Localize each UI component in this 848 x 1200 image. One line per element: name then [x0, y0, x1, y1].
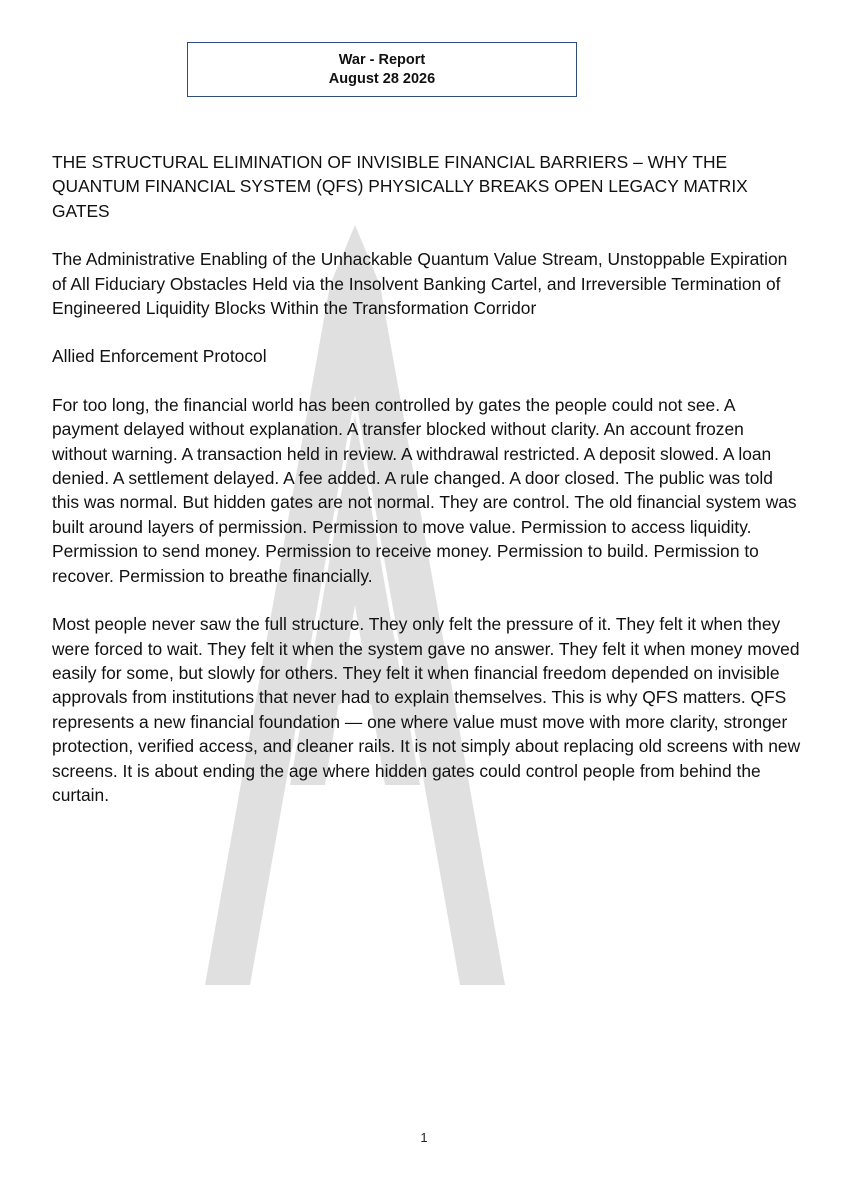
page-number: 1 [420, 1130, 428, 1145]
report-header-box [187, 42, 577, 97]
body-paragraph: For too long, the financial world has been controlled by gates the people could not see. A payment delayed without explanation. A transfer blocked without clarity. An account frozen without warning. A transaction held in review. A withdrawal restricted. A deposit slowed. A loan denied. A settlement delayed. A fee added. A rule changed. A door closed. The public was told this was normal. But hidden gates are not normal. They are control. The old financial system was built around layers of permission. Permission to move value. Permission to access liquidity. Permission to send money. Permission to receive money. Permission to build. Permission to recover. Permission to breathe financially. [52, 394, 797, 586]
document-subheading: The Administrative Enabling of the Unhackable Quantum Value Stream, Unstoppable Expiration of All Fiduciary Obstacles Held via the Insolvent Banking Cartel, and Irreversible Termination of Engineered Liquidity Blocks Within the Transformation Corridor [52, 249, 788, 319]
document-heading: THE STRUCTURAL ELIMINATION OF INVISIBLE FINANCIAL BARRIERS – WHY THE QUANTUM FINANCIAL SYSTEM (QFS) PHYSICALLY BREAKS OPEN LEGACY MATRIX GATES [52, 152, 748, 221]
document-body [52, 150, 802, 831]
protocol-label: Allied Enforcement Protocol [52, 346, 267, 367]
body-paragraph: Most people never saw the full structure. They only felt the pressure of it. They felt it when they were forced to wait. They felt it when the system gave no answer. They felt it when money moved easily for some, but slowly for others. They felt it when financial freedom depended on invisible approvals from institutions that never had to explain themselves. This is why QFS matters. QFS represents a new financial foundation — one where value must move with more clarity, stronger protection, verified access, and cleaner rails. It is not simply about replacing old screens with new screens. It is about ending the age where hidden gates could control people from behind the curtain. [52, 614, 801, 805]
report-title: War - Report [338, 51, 426, 68]
report-date: August 28 2026 [328, 70, 436, 87]
